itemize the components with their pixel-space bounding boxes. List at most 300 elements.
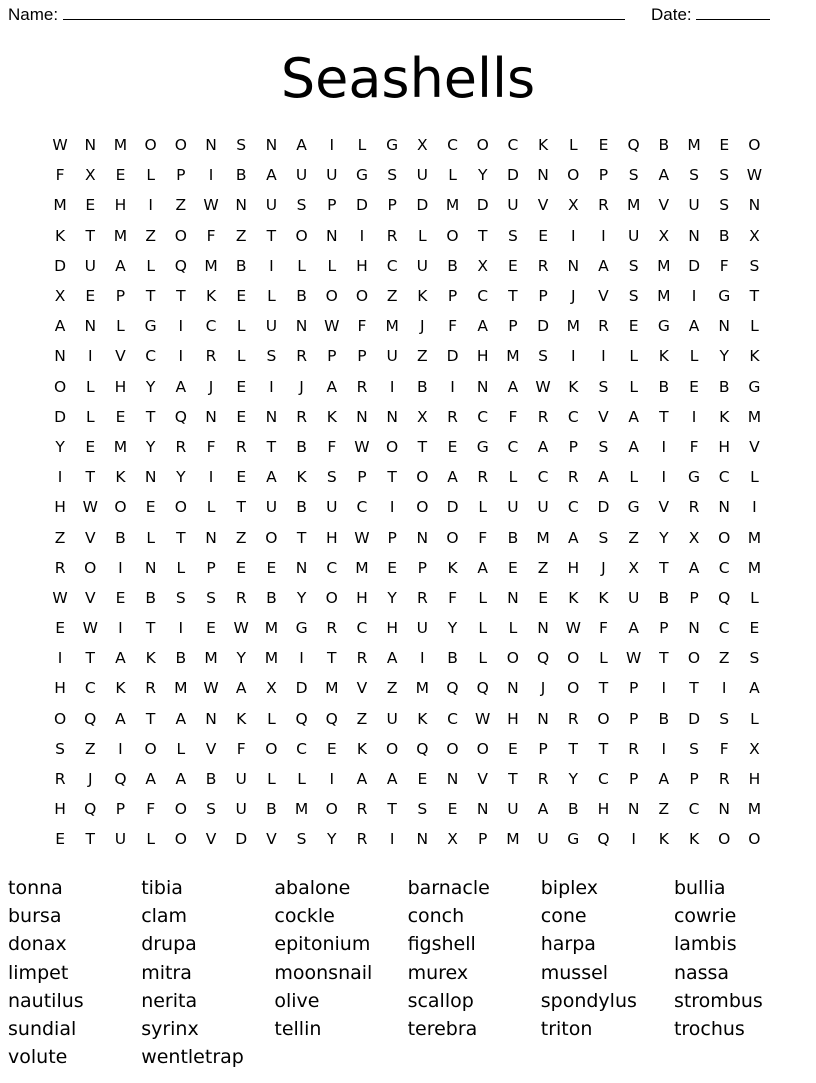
grid-letter: S xyxy=(387,166,398,185)
grid-letter: N xyxy=(537,619,549,638)
grid-letter: D xyxy=(688,709,700,728)
grid-letter: B xyxy=(507,528,519,547)
grid-letter: A xyxy=(507,377,519,396)
grid-letter: R xyxy=(567,709,579,728)
grid-letter: P xyxy=(538,739,548,758)
grid-letter: E xyxy=(206,619,216,638)
grid-letter: O xyxy=(567,166,580,185)
grid-letter: M xyxy=(264,649,279,668)
grid-letter: N xyxy=(205,136,217,155)
grid-letter: D xyxy=(54,407,67,426)
grid-letter: L xyxy=(478,588,488,607)
grid-letter: H xyxy=(54,679,66,698)
grid-letter: P xyxy=(447,287,458,306)
grid-letter: A xyxy=(115,649,126,668)
grid-letter: G xyxy=(627,498,640,517)
grid-letter: K xyxy=(417,287,428,306)
grid-letter: O xyxy=(265,528,278,547)
grid-letter: N xyxy=(718,317,731,336)
word-list-item: bursa xyxy=(8,905,62,928)
grid-letter: K xyxy=(236,709,247,728)
word-list xyxy=(8,874,807,1071)
grid-letter: T xyxy=(327,649,337,668)
grid-letter: O xyxy=(718,528,731,547)
grid-letter: Z xyxy=(628,528,639,547)
grid-letter: R xyxy=(235,437,247,456)
grid-letter: I xyxy=(389,498,395,517)
grid-letter: E xyxy=(145,498,156,517)
word-list-item: figshell xyxy=(407,933,476,956)
grid-letter: A xyxy=(688,558,700,577)
grid-letter: Y xyxy=(719,347,729,366)
grid-letter: W xyxy=(565,619,581,638)
grid-letter: N xyxy=(386,407,398,426)
grid-letter: T xyxy=(145,709,156,728)
grid-letter: P xyxy=(568,437,578,456)
grid-letter: L xyxy=(629,377,638,396)
grid-letter: K xyxy=(115,679,126,698)
grid-letter: L xyxy=(267,287,276,306)
grid-letter: V xyxy=(84,528,96,547)
grid-letter: V xyxy=(658,498,670,517)
grid-letter: L xyxy=(629,347,638,366)
grid-letter: J xyxy=(208,377,214,396)
grid-letter: U xyxy=(386,709,398,728)
grid-letter: I xyxy=(299,649,304,668)
grid-letter: U xyxy=(416,166,429,185)
grid-letter: N xyxy=(84,317,97,336)
grid-letter: A xyxy=(266,166,277,185)
grid-letter: R xyxy=(356,649,368,668)
grid-letter: Y xyxy=(296,588,307,607)
grid-letter: L xyxy=(176,739,186,758)
grid-letter: P xyxy=(115,800,126,819)
grid-letter: Q xyxy=(718,588,731,607)
grid-letter: S xyxy=(296,830,307,849)
grid-letter: L xyxy=(478,619,488,638)
grid-letter: Z xyxy=(417,347,428,366)
grid-letter: P xyxy=(387,196,397,215)
grid-letter: E xyxy=(628,317,639,336)
grid-letter: M xyxy=(657,256,671,275)
grid-letter: H xyxy=(718,437,731,456)
word-list-item: wentletrap xyxy=(141,1046,244,1069)
grid-letter: M xyxy=(264,619,279,638)
grid-letter: S xyxy=(628,287,639,306)
grid-letter: F xyxy=(478,528,488,547)
grid-letter: M xyxy=(174,679,188,698)
grid-letter: J xyxy=(420,317,425,336)
grid-letter: E xyxy=(115,166,126,185)
grid-letter: U xyxy=(627,588,640,607)
grid-letter: L xyxy=(146,830,155,849)
grid-letter: V xyxy=(477,770,489,789)
grid-letter: C xyxy=(326,558,338,577)
grid-letter: U xyxy=(386,347,398,366)
grid-letter: O xyxy=(325,287,338,306)
grid-letter: I xyxy=(661,739,667,758)
grid-letter: T xyxy=(266,226,277,245)
grid-letter: B xyxy=(266,800,277,819)
grid-letter: K xyxy=(658,347,669,366)
grid-letter: X xyxy=(749,739,760,758)
grid-letter: D xyxy=(356,196,368,215)
grid-letter: P xyxy=(598,166,609,185)
grid-letter: E xyxy=(85,196,96,215)
grid-letter: N xyxy=(476,800,489,819)
grid-letter: N xyxy=(446,770,459,789)
grid-letter: W xyxy=(746,166,763,185)
grid-letter: S xyxy=(749,256,760,275)
grid-letter: X xyxy=(54,287,66,306)
grid-letter: N xyxy=(325,226,338,245)
grid-letter: T xyxy=(145,287,156,306)
grid-letter: N xyxy=(476,377,489,396)
grid-letter: R xyxy=(175,437,187,456)
grid-letter: L xyxy=(689,347,699,366)
grid-letter: E xyxy=(749,619,760,638)
word-list-item: drupa xyxy=(141,933,197,956)
grid-letter: P xyxy=(508,317,518,336)
grid-letter: V xyxy=(658,196,670,215)
grid-letter: S xyxy=(598,377,609,396)
grid-letter: I xyxy=(118,619,123,638)
grid-letter: O xyxy=(144,136,157,155)
grid-letter: M xyxy=(113,226,128,245)
grid-letter: V xyxy=(115,347,126,366)
grid-letter: L xyxy=(236,347,246,366)
word-list-item: biplex xyxy=(540,877,599,899)
grid-letter: Z xyxy=(235,528,247,547)
grid-letter: O xyxy=(114,498,127,517)
grid-letter: M xyxy=(445,196,460,215)
word-list-item: harpa xyxy=(540,933,596,956)
grid-letter: I xyxy=(661,679,667,698)
grid-letter: H xyxy=(567,558,580,577)
grid-letter: N xyxy=(205,528,217,547)
grid-letter: F xyxy=(719,739,729,758)
grid-letter: Z xyxy=(718,649,730,668)
grid-letter: Z xyxy=(175,196,187,215)
word-list-item: cowrie xyxy=(673,905,737,928)
grid-letter: H xyxy=(476,347,489,366)
grid-letter: U xyxy=(416,619,429,638)
grid-letter: F xyxy=(236,739,246,758)
grid-letter: Y xyxy=(327,830,337,849)
grid-letter: I xyxy=(87,347,93,366)
grid-letter: Z xyxy=(84,739,96,758)
grid-letter: N xyxy=(507,679,519,698)
grid-letter: A xyxy=(567,528,579,547)
grid-letter: C xyxy=(598,770,609,789)
grid-letter: R xyxy=(537,407,549,426)
grid-letter: U xyxy=(235,770,247,789)
grid-letter: X xyxy=(266,679,277,698)
date-label: Date: xyxy=(651,5,692,24)
grid-letter: U xyxy=(688,196,700,215)
grid-letter: A xyxy=(477,558,489,577)
grid-letter: Z xyxy=(537,558,549,577)
grid-letter: P xyxy=(538,287,548,306)
grid-letter: Q xyxy=(597,830,610,849)
grid-letter: K xyxy=(296,468,307,487)
grid-letter: A xyxy=(598,256,609,275)
grid-letter: R xyxy=(718,770,730,789)
grid-letter: O xyxy=(174,226,187,245)
word-list-item: epitonium xyxy=(274,933,371,956)
grid-letter: I xyxy=(691,287,697,306)
grid-letter: C xyxy=(567,407,579,426)
grid-letter: T xyxy=(236,498,246,517)
grid-letter: R xyxy=(447,407,458,426)
grid-letter: Q xyxy=(174,256,187,275)
grid-letter: L xyxy=(418,226,427,245)
grid-letter: O xyxy=(416,498,429,517)
grid-letter: N xyxy=(416,830,429,849)
grid-letter: S xyxy=(55,739,66,758)
grid-letter: S xyxy=(538,347,549,366)
grid-letter: E xyxy=(236,407,247,426)
grid-letter: E xyxy=(508,739,518,758)
page-title: Seashells xyxy=(280,47,536,110)
grid-letter: P xyxy=(628,770,639,789)
grid-letter: M xyxy=(204,256,218,275)
grid-letter: M xyxy=(506,830,520,849)
grid-letter: E xyxy=(447,437,458,456)
grid-letter: U xyxy=(507,800,519,819)
word-list-item: nautilus xyxy=(8,989,84,1012)
grid-letter: Y xyxy=(387,588,397,607)
grid-letter: O xyxy=(476,739,489,758)
grid-letter: E xyxy=(326,739,337,758)
grid-letter: Z xyxy=(658,800,670,819)
grid-letter: O xyxy=(53,377,67,396)
grid-letter: O xyxy=(748,136,761,155)
grid-letter: J xyxy=(87,770,93,789)
grid-letter: M xyxy=(355,558,369,577)
grid-letter: G xyxy=(476,437,489,456)
grid-letter: Z xyxy=(386,287,398,306)
grid-letter: F xyxy=(448,588,457,607)
word-list-item: volute xyxy=(8,1046,68,1069)
grid-letter: D xyxy=(295,679,308,698)
grid-letter: K xyxy=(145,649,156,668)
grid-letter: M xyxy=(385,317,399,336)
grid-letter: M xyxy=(204,649,218,668)
grid-letter: A xyxy=(145,770,156,789)
grid-letter: A xyxy=(235,679,247,698)
grid-letter: I xyxy=(329,136,335,155)
word-list-item: scallop xyxy=(407,989,474,1012)
grid-letter: C xyxy=(507,437,519,456)
grid-letter: O xyxy=(567,649,580,668)
grid-letter: O xyxy=(144,739,157,758)
grid-letter: N xyxy=(537,166,549,185)
grid-letter: U xyxy=(265,196,278,215)
grid-letter: A xyxy=(175,709,187,728)
grid-letter: E xyxy=(266,558,277,577)
grid-letter: Q xyxy=(114,770,127,789)
grid-letter: E xyxy=(85,287,96,306)
word-list-item: abalone xyxy=(274,877,351,899)
grid-letter: R xyxy=(235,588,247,607)
grid-letter: Q xyxy=(174,407,187,426)
grid-letter: X xyxy=(749,226,760,245)
grid-letter: O xyxy=(325,588,338,607)
grid-letter: Q xyxy=(627,136,640,155)
grid-letter: N xyxy=(54,347,66,366)
grid-letter: B xyxy=(175,649,187,668)
grid-letter: R xyxy=(54,558,66,577)
grid-letter: L xyxy=(478,498,488,517)
grid-letter: G xyxy=(295,619,308,638)
grid-letter: I xyxy=(269,377,274,396)
grid-letter: O xyxy=(174,830,187,849)
grid-letter: B xyxy=(205,770,217,789)
grid-letter: T xyxy=(85,226,96,245)
grid-letter: W xyxy=(324,317,340,336)
grid-letter: Y xyxy=(176,468,186,487)
grid-letter: E xyxy=(417,770,428,789)
grid-letter: D xyxy=(597,498,610,517)
grid-letter: H xyxy=(597,800,610,819)
grid-letter: N xyxy=(748,196,761,215)
grid-letter: T xyxy=(145,407,156,426)
grid-letter: O xyxy=(446,528,459,547)
grid-letter: H xyxy=(54,800,66,819)
grid-letter: O xyxy=(446,739,459,758)
grid-letter: T xyxy=(508,770,518,789)
grid-letter: P xyxy=(689,588,699,607)
grid-letter: T xyxy=(568,739,579,758)
grid-letter: I xyxy=(178,317,184,336)
grid-letter: K xyxy=(326,407,337,426)
grid-letter: K xyxy=(568,377,579,396)
grid-letter: Y xyxy=(447,619,458,638)
grid-letter: B xyxy=(235,166,247,185)
grid-letter: Q xyxy=(446,679,459,698)
grid-letter: W xyxy=(233,619,249,638)
grid-letter: T xyxy=(417,437,428,456)
grid-letter: L xyxy=(146,166,155,185)
word-list-item: sundial xyxy=(8,1017,77,1040)
grid-letter: E xyxy=(236,468,247,487)
grid-letter: N xyxy=(627,800,640,819)
grid-letter: I xyxy=(450,377,455,396)
grid-letter: M xyxy=(626,196,641,215)
grid-letter: D xyxy=(446,498,459,517)
grid-letter: R xyxy=(598,196,609,215)
grid-letter: E xyxy=(538,226,548,245)
word-list-item: donax xyxy=(8,933,67,956)
grid-letter: X xyxy=(447,830,458,849)
grid-letter: H xyxy=(386,619,398,638)
grid-letter: T xyxy=(176,287,186,306)
grid-letter: F xyxy=(599,619,608,638)
grid-letter: L xyxy=(267,770,276,789)
grid-letter: B xyxy=(266,588,277,607)
grid-letter: U xyxy=(507,498,519,517)
grid-letter: R xyxy=(628,739,640,758)
grid-letter: E xyxy=(447,800,458,819)
grid-letter: L xyxy=(750,709,759,728)
grid-letter: D xyxy=(537,317,550,336)
grid-letter: N xyxy=(295,317,308,336)
grid-letter: A xyxy=(175,770,187,789)
grid-letter: M xyxy=(566,317,580,336)
grid-letter: A xyxy=(598,468,609,487)
grid-letter: U xyxy=(507,196,519,215)
grid-letter: N xyxy=(295,558,308,577)
grid-letter: L xyxy=(599,649,608,668)
grid-letter: C xyxy=(205,317,217,336)
grid-letter: B xyxy=(296,437,307,456)
grid-letter: C xyxy=(688,800,700,819)
grid-letter: I xyxy=(601,226,606,245)
grid-letter: S xyxy=(598,437,609,456)
grid-letter: R xyxy=(205,347,217,366)
grid-letter: Q xyxy=(84,709,97,728)
grid-letter: C xyxy=(477,287,489,306)
grid-letter: A xyxy=(537,437,549,456)
grid-letter: W xyxy=(203,679,219,698)
grid-letter: Z xyxy=(54,528,66,547)
grid-letter: I xyxy=(752,498,757,517)
grid-letter: T xyxy=(598,739,609,758)
grid-letter: X xyxy=(417,407,428,426)
grid-letter: I xyxy=(118,739,123,758)
grid-letter: O xyxy=(446,226,459,245)
grid-letter: A xyxy=(386,770,398,789)
grid-letter: O xyxy=(476,136,489,155)
word-list-item: tonna xyxy=(8,877,63,899)
grid-letter: B xyxy=(145,588,156,607)
grid-letter: I xyxy=(570,226,576,245)
grid-letter: I xyxy=(389,830,395,849)
grid-letter: I xyxy=(601,347,606,366)
grid-letter: Z xyxy=(145,226,156,245)
grid-letter: A xyxy=(628,407,639,426)
grid-letter: N xyxy=(416,528,429,547)
grid-letter: O xyxy=(295,226,308,245)
grid-letter: C xyxy=(356,498,368,517)
grid-letter: T xyxy=(508,287,518,306)
grid-letter: P xyxy=(628,709,639,728)
grid-letter: I xyxy=(721,679,727,698)
grid-letter: F xyxy=(357,317,367,336)
grid-letter: D xyxy=(476,196,489,215)
grid-letter: Y xyxy=(659,528,669,547)
grid-letter: O xyxy=(355,287,369,306)
grid-letter: T xyxy=(145,619,156,638)
grid-letter: U xyxy=(326,166,338,185)
grid-letter: T xyxy=(659,558,669,577)
grid-letter: G xyxy=(688,468,701,487)
grid-letter: N xyxy=(84,136,97,155)
grid-letter: A xyxy=(658,166,670,185)
word-list-item: bullia xyxy=(673,877,726,899)
grid-letter: C xyxy=(356,619,368,638)
grid-letter: C xyxy=(447,709,458,728)
name-blank xyxy=(63,5,625,20)
word-list-item: strombus xyxy=(673,989,763,1012)
grid-letter: Z xyxy=(356,709,368,728)
grid-letter: Y xyxy=(55,437,65,456)
grid-letter: M xyxy=(325,679,339,698)
grid-letter: L xyxy=(327,256,337,275)
grid-letter: B xyxy=(235,256,247,275)
grid-letter: K xyxy=(598,588,609,607)
